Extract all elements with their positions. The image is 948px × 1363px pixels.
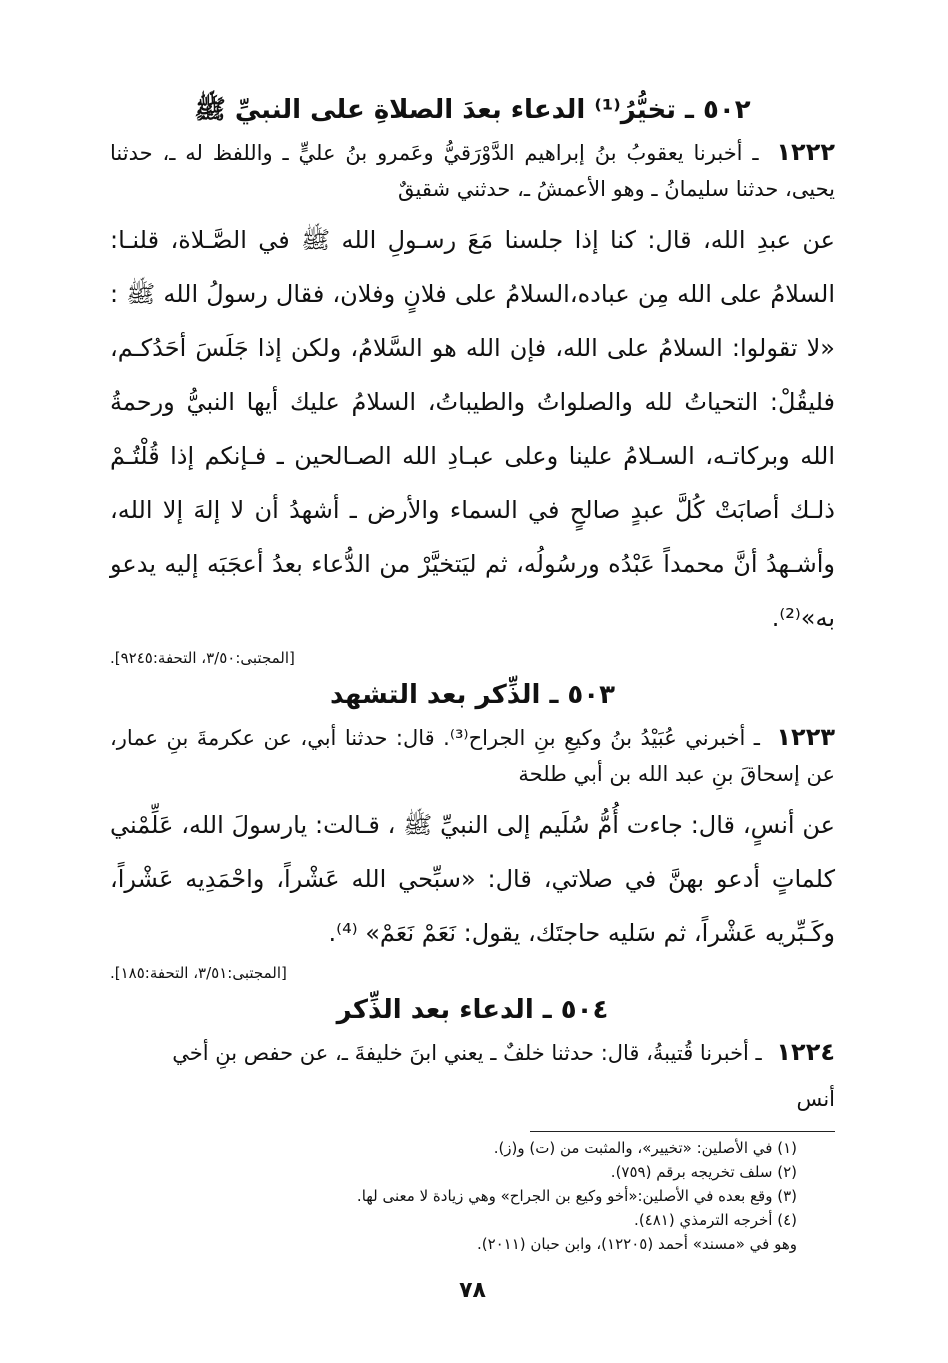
reference-text: [المجتبى:٣/٥٠، التحفة:٩٢٤٥]. [110, 649, 295, 667]
chapter-title-503: ٥٠٣ ـ الذِّكر بعد التشهد [329, 680, 616, 710]
hadith-number: ١٢٢٢ [776, 138, 835, 166]
hadith-1223-isnad [110, 719, 835, 792]
chapter-title-504: ٥٠٤ ـ الدعاء بعد الذِّكر [336, 995, 609, 1025]
hadith-1222-matn: عن عبدِ الله، قال: كنا إذا جلسنا مَعَ رسـولِ الله ﷺ في الصَّـلاة، قلنـا: السلامُ على الله مِن عباده،السلامُ على فلانٍ وفلان، فقال رسولُ الله ﷺ : «لا تقولوا: السلامُ على الله، فإن الله هو السَّلامُ، ولكن إذا جَلَسَ أحَدُكـم، فليقُلْ: التحياتُ لله والصلواتُ والطيباتُ، السلامُ عليك أيها النبيُّ ورحمةُ الله وبركاتـه، السـلامُ علينا وعلى عبـادِ الله الصـالحين ـ فـإنكم إذا قُلْتُـمْ ذلـك أصابَتْ كُلَّ عبدٍ صالحٍ في السماء والأرض ـ أشهدُ أن لا إلهَ إلا الله، وأشـهدُ أنَّ محمداً عَبْدُه ورسُولُه، ثم ليَتخيَّرْ من الدُّعاء بعدُ أعجَبَه إليه يدعو به»⁽²⁾. [110, 226, 835, 632]
chapter-title-502: ٥٠٢ ـ تخيُّرُ⁽¹⁾ الدعاء بعدَ الصلاةِ على النبيِّ ﷺ [194, 95, 751, 125]
footnote-4-continued: وهو في «مسند» أحمد (١٢٢٠٥)، وابن حبان (٢٠١١). [476, 1235, 797, 1253]
hadith-1223-matn: عن أنسٍ، قال: جاءت أُمُّ سُلَيم إلى النبيِّ ﷺ ، قـالت: يارسولَ الله، عَلِّمْني كلماتٍ أدعو بهنَّ في صلاتي، قال: «سبِّحي الله عَشْراً، واحْمَدِيه عَشْراً، وكَـبِّريه عَشْراً، ثم سَليه حاجتَك، يقول: نَعَمْ نَعَمْ» ⁽⁴⁾. [110, 811, 835, 947]
isnad-text: ـ أخبرني عُبَيْدُ بنُ وكيعِ بنِ الجراح⁽³⁾. قال: حدثنا أبي، عن عكرمةَ بنِ عمار، عن إسحاقَ بنِ عبد الله بن أبي طلحة [110, 726, 835, 786]
hadith-number: ١٢٢٤ [776, 1038, 835, 1066]
page-number: ٧٨ [459, 1278, 486, 1303]
footnote-3: (٣) وقع بعده في الأصلين:«أخو وكيع بن الجراح» وهي زيادة لا معنى لها. [356, 1187, 797, 1205]
footnote-separator [530, 1131, 835, 1132]
hadith-1222-reference [110, 645, 835, 671]
hadith-1222-isnad [110, 134, 835, 207]
hadith-1224-isnad [110, 1034, 835, 1071]
hadith-number: ١٢٢٣ [776, 723, 835, 751]
hadith-1224-continuation: أنس [796, 1087, 835, 1111]
footnote-1: (١) في الأصلين: «تخيير»، والمثبت من (ت) و(ز). [493, 1139, 797, 1157]
footnote-2: (٢) سلف تخريجه برقم (٧٥٩). [610, 1163, 797, 1181]
isnad-text: ـ أخبرنا قُتيبةُ، قال: حدثنا خلفٌ ـ يعني ابنَ خليفةَ ـ، عن حفص بنِ أخي [172, 1041, 762, 1065]
reference-text: [المجتبى:٣/٥١، التحفة:١٨٥]. [110, 964, 287, 982]
hadith-1223-reference [110, 960, 835, 986]
footnotes [110, 1136, 835, 1256]
footnote-4: (٤) أخرجه الترمذي (٤٨١). [634, 1211, 797, 1229]
page-body [110, 80, 835, 1340]
isnad-text: ـ أخبرنا يعقوبُ بنُ إبراهيم الدَّوْرَقيُّ وعَمرو بنُ عليٍّ ـ واللفظ له ـ، حدثنا يحيى، حدثنا سليمانُ ـ وهو الأعمشُ ـ، حدثني شقيقٌ [110, 141, 835, 201]
